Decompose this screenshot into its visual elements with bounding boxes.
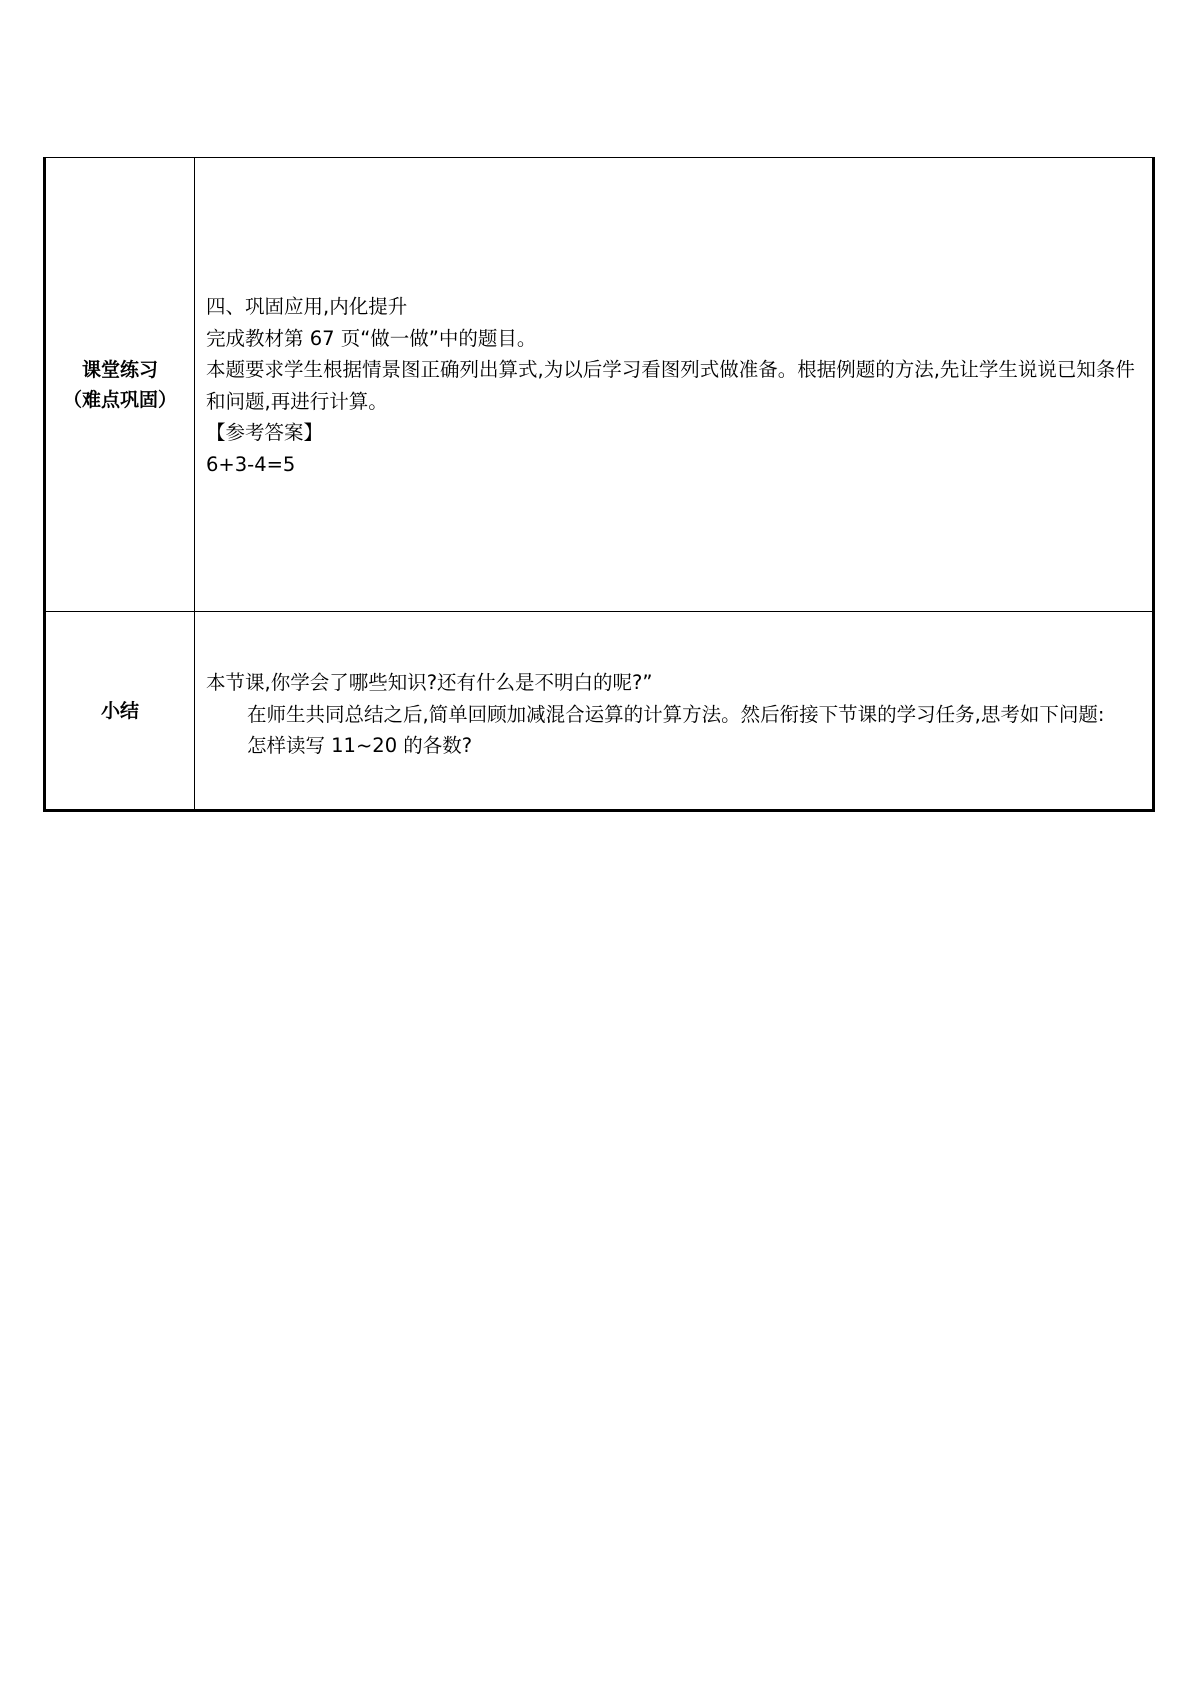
- summary-content: [206, 659, 1144, 762]
- practice-content: [206, 289, 1144, 480]
- practice-sublabel: （难点巩固）: [62, 388, 177, 411]
- summary-label-cell: [45, 612, 195, 811]
- lesson-plan-table: [43, 157, 1155, 812]
- answer-heading: 【参考答案】: [206, 421, 324, 444]
- summary-next-task: 怎样读写 11~20 的各数?: [246, 734, 473, 758]
- summary-content-cell: [195, 612, 1154, 811]
- answer-equation: 6+3-4=5: [206, 452, 296, 476]
- practice-row: [45, 158, 1154, 612]
- practice-heading: 四、巩固应用,内化提升: [206, 295, 408, 318]
- practice-description: 本题要求学生根据情景图正确列出算式,为以后学习看图列式做准备。根据例题的方法,先让学生说说已知条件和问题,再进行计算。: [206, 358, 1135, 413]
- summary-row: [45, 612, 1154, 811]
- practice-label: 课堂练习: [81, 358, 158, 381]
- summary-label: 小结: [100, 699, 139, 722]
- practice-content-cell: [195, 158, 1154, 612]
- summary-question: 本节课,你学会了哪些知识?还有什么是不明白的呢?”: [206, 671, 653, 695]
- practice-task: 完成教材第 67 页“做一做”中的题目。: [206, 326, 537, 350]
- summary-review: 在师生共同总结之后,简单回顾加减混合运算的计算方法。然后衔接下节课的学习任务,思考如下问题:: [246, 702, 1105, 726]
- practice-label-cell: [45, 158, 195, 612]
